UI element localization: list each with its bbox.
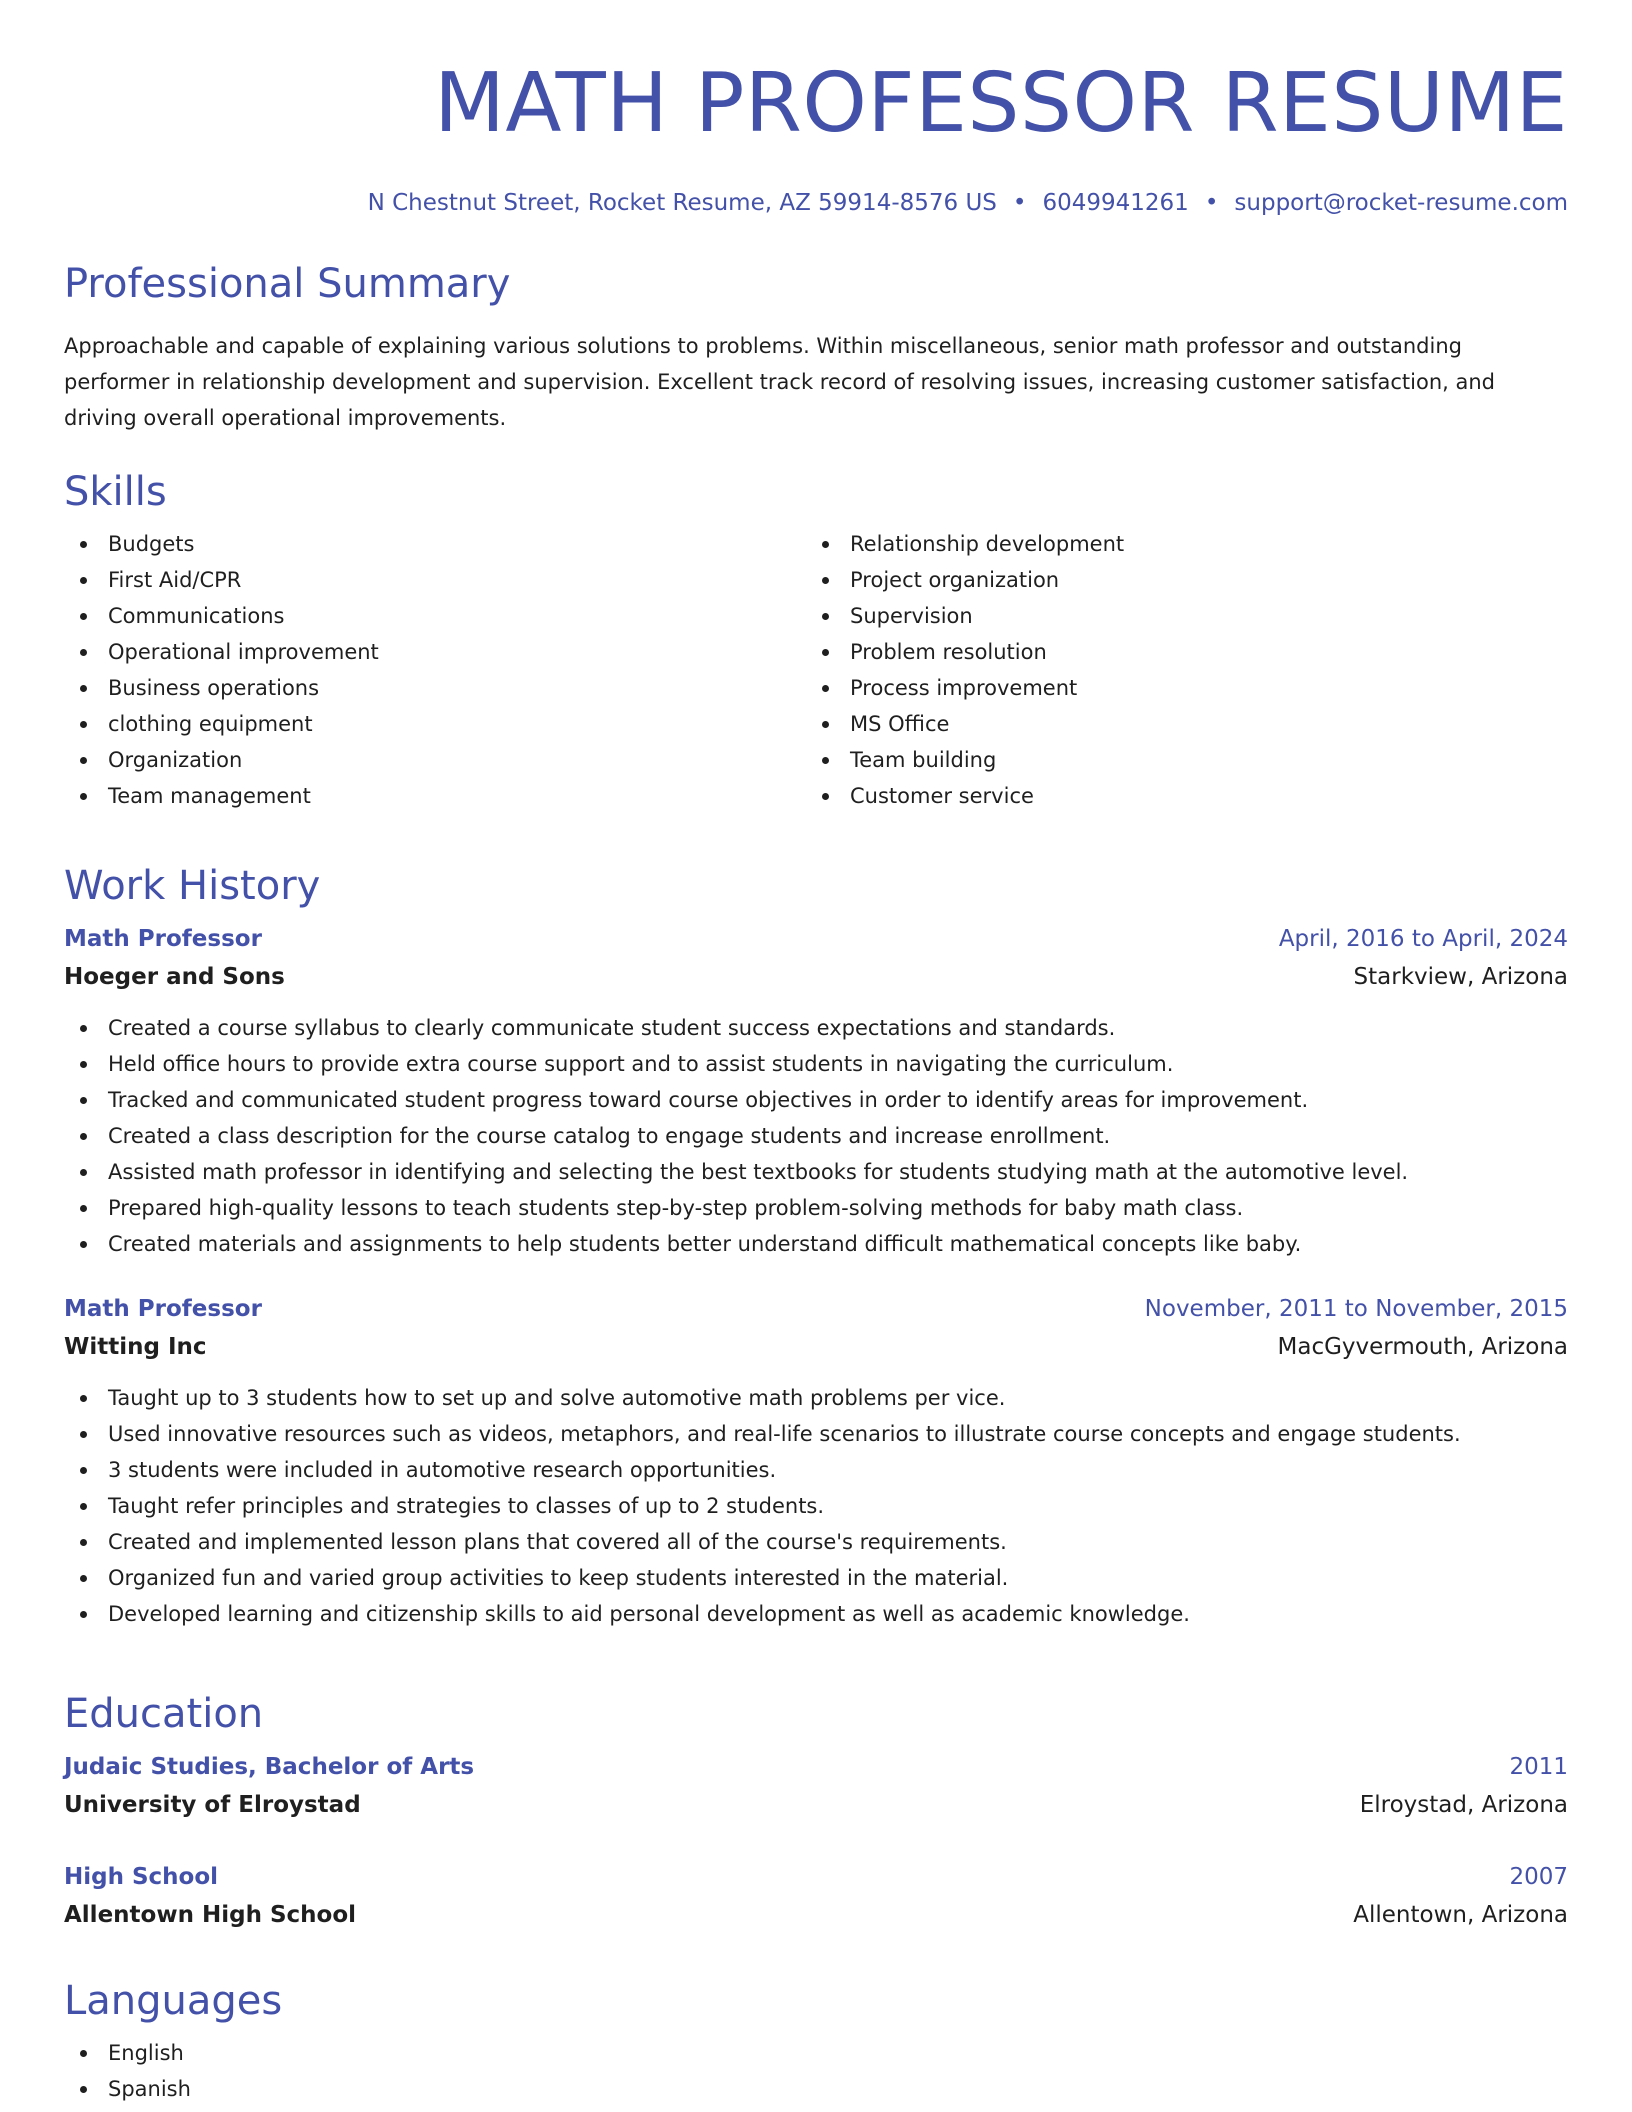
job-dates: November, 2011 to November, 2015 [1144, 1296, 1568, 1322]
skills-left-list [64, 526, 806, 814]
summary-text: Approachable and capable of explaining various solutions to problems. Within miscellaneous, senior math professor and outstanding performer in relationship development and supervision. Excellent track record of resolving issues, increasing customer satisfaction, and driving overall operational improvements. [64, 334, 1496, 430]
contact-email: support@rocket-resume.com [1234, 190, 1568, 216]
skills-heading: Skills [64, 469, 167, 515]
skill-item: Team building [806, 742, 1548, 778]
job-subheader [64, 1328, 1568, 1366]
contact-line [64, 188, 1568, 218]
skill-item: clothing equipment [64, 706, 806, 742]
job-company: Witting Inc [64, 1334, 207, 1360]
skill-item: Business operations [64, 670, 806, 706]
contact-separator: • [1204, 190, 1219, 216]
education-section [64, 1690, 1568, 1934]
education-heading: Education [64, 1691, 264, 1737]
skill-item: First Aid/CPR [64, 562, 806, 598]
education-location: Allentown, Arizona [1353, 1902, 1568, 1928]
job-title: Math Professor [64, 926, 262, 952]
skill-item: Problem resolution [806, 634, 1548, 670]
resume-title: MATH PROFESSOR RESUME [434, 56, 1568, 151]
languages-list [64, 2035, 1568, 2107]
contact-separator: • [1012, 190, 1027, 216]
education-entry [64, 1858, 1568, 1934]
job-bullet: Created a course syllabus to clearly communicate student success expectations and standards. [64, 1010, 1568, 1046]
job-bullet: Tracked and communicated student progress toward course objectives in order to identify areas for improvement. [64, 1082, 1568, 1118]
education-subheader [64, 1896, 1568, 1934]
education-degree: Judaic Studies, Bachelor of Arts [64, 1754, 475, 1780]
job-title: Math Professor [64, 1296, 262, 1322]
education-year: 2007 [1509, 1864, 1568, 1890]
job-bullet: 3 students were included in automotive research opportunities. [64, 1452, 1568, 1488]
job-subheader [64, 958, 1568, 996]
languages-heading: Languages [64, 1978, 283, 2024]
job-bullet: Used innovative resources such as videos, metaphors, and real-life scenarios to illustrate course concepts and engage students. [64, 1416, 1568, 1452]
skills-right-list [806, 526, 1548, 814]
language-item: Spanish [64, 2071, 1568, 2107]
job-bullet: Prepared high-quality lessons to teach students step-by-step problem-solving methods for baby math class. [64, 1190, 1568, 1226]
skill-item: Team management [64, 778, 806, 814]
skill-item: Supervision [806, 598, 1548, 634]
contact-phone: 6049941261 [1042, 190, 1189, 216]
work-history-section [64, 862, 1568, 1632]
job-bullet: Developed learning and citizenship skills to aid personal development as well as academic knowledge. [64, 1596, 1568, 1632]
skill-item: Relationship development [806, 526, 1548, 562]
summary-heading: Professional Summary [64, 261, 511, 307]
skill-item: Organization [64, 742, 806, 778]
skill-item: Process improvement [806, 670, 1548, 706]
education-school: University of Elroystad [64, 1792, 361, 1818]
summary-section [64, 260, 1568, 436]
skill-item: MS Office [806, 706, 1548, 742]
skill-item: Communications [64, 598, 806, 634]
education-header [64, 1858, 1568, 1896]
job-bullet: Created materials and assignments to help students better understand difficult mathematical concepts like baby. [64, 1226, 1568, 1262]
skills-grid [64, 526, 1568, 814]
contact-address: N Chestnut Street, Rocket Resume, AZ 59914-8576 US [367, 190, 997, 216]
job-bullet: Taught up to 3 students how to set up and solve automotive math problems per vice. [64, 1380, 1568, 1416]
job-location: MacGyvermouth, Arizona [1277, 1334, 1568, 1360]
job-bullet: Held office hours to provide extra course support and to assist students in navigating the curriculum. [64, 1046, 1568, 1082]
education-entry [64, 1748, 1568, 1824]
job-dates: April, 2016 to April, 2024 [1278, 926, 1568, 952]
education-year: 2011 [1509, 1754, 1568, 1780]
work-history-heading: Work History [64, 863, 321, 909]
education-degree: High School [64, 1864, 219, 1890]
job-entry [64, 1290, 1568, 1632]
languages-section [64, 1977, 1568, 2107]
job-bullets [64, 1380, 1568, 1632]
language-item: English [64, 2035, 1568, 2071]
education-header [64, 1748, 1568, 1786]
job-header [64, 920, 1568, 958]
skill-item: Operational improvement [64, 634, 806, 670]
job-bullet: Organized fun and varied group activities to keep students interested in the material. [64, 1560, 1568, 1596]
job-company: Hoeger and Sons [64, 964, 285, 990]
skill-item: Project organization [806, 562, 1548, 598]
resume-page [64, 0, 1568, 2101]
job-header [64, 1290, 1568, 1328]
job-entry [64, 920, 1568, 1262]
job-bullet: Taught refer principles and strategies to classes of up to 2 students. [64, 1488, 1568, 1524]
skills-section [64, 468, 1568, 814]
skill-item: Customer service [806, 778, 1548, 814]
education-location: Elroystad, Arizona [1359, 1792, 1568, 1818]
job-location: Starkview, Arizona [1353, 964, 1568, 990]
job-bullet: Created a class description for the course catalog to engage students and increase enrollment. [64, 1118, 1568, 1154]
education-subheader [64, 1786, 1568, 1824]
job-bullet: Created and implemented lesson plans that covered all of the course's requirements. [64, 1524, 1568, 1560]
education-school: Allentown High School [64, 1902, 357, 1928]
job-bullet: Assisted math professor in identifying and selecting the best textbooks for students studying math at the automotive level. [64, 1154, 1568, 1190]
skill-item: Budgets [64, 526, 806, 562]
job-bullets [64, 1010, 1568, 1262]
